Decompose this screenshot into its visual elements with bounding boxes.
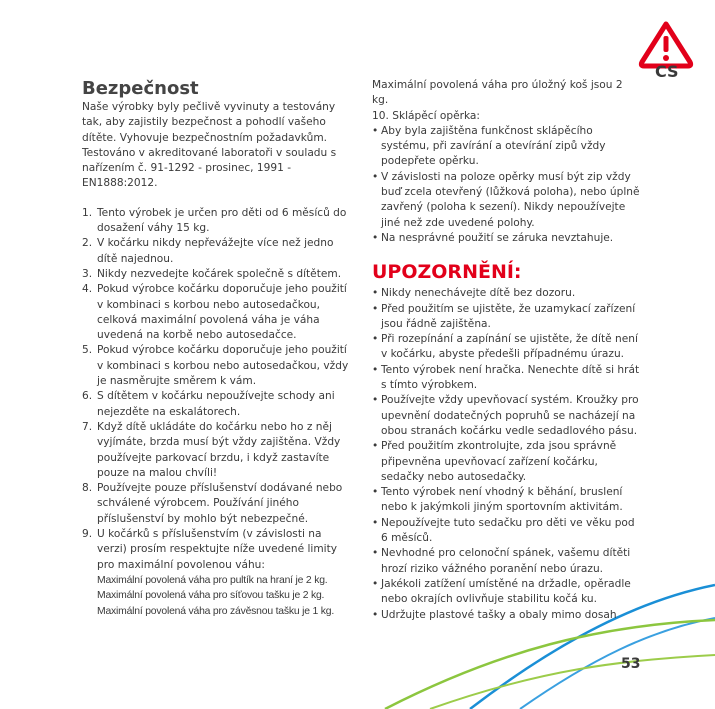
safety-list: [82, 206, 354, 619]
warnings-column: [372, 78, 642, 623]
weight-limit: Maximální povolená váha pro závěsnou tašku je 1 kg.: [97, 605, 335, 617]
green-swoosh: [385, 620, 715, 709]
list-item: • Udržujte plastové tašky a obaly mimo dosah: [372, 608, 642, 623]
warning-title: UPOZORNĚNÍ:: [372, 261, 522, 284]
language-code: CS: [655, 62, 679, 81]
basket-limit: Maximální povolená váha pro úložný koš jsou 2 kg.: [372, 79, 623, 107]
weight-limit: Maximální povolená váha pro síťovou tašku je 2 kg.: [97, 590, 325, 602]
list-item: • Aby byla zajištěna funkčnost sklápěcího systému, při zavírání a otevírání zipů vždy podepřete opěrku.: [372, 124, 642, 170]
section-title: Bezpečnost: [82, 78, 199, 99]
list-item: • Tento výrobek není vhodný k běhání, bruslení nebo k jakýmkoli jiným sportovním aktivitám.: [372, 485, 642, 516]
list-item: • V závislosti na poloze opěrky musí být zip vždy buď zcela otevřený (lůžková poloha), nebo úplně zavřený (poloha k sezení). Nikdy nepoužívejte jiné než zde uvedené polohy.: [372, 170, 642, 231]
list-item: • Nepoužívejte tuto sedačku pro děti ve věku pod 6 měsíců.: [372, 516, 642, 547]
list-item: • Před použitím se ujistěte, že uzamykací zařízení jsou řádně zajištěna.: [372, 302, 642, 333]
list-item: • Nevhodné pro celonoční spánek, vašemu dítěti hrozí riziko vážného poranění nebo úrazu.: [372, 546, 642, 577]
list-item: • Na nesprávné použití se záruka nevztahuje.: [372, 231, 642, 246]
list-item: 1. Tento výrobek je určen pro děti od 6 měsíců do dosažení váhy 15 kg.: [82, 206, 347, 235]
list-item: 9. U kočárků s příslušenstvím (v závislosti na verzi) prosím respektujte níže uvedené limity pro maximální povolenou váhu: Maximální povolená váha pro pultík na hraní je 2 kg. Maximální povolená váha pro síťovou tašku je 2 kg. Maximální povolená váha pro závěsnou tašku je 1 kg.: [82, 527, 354, 619]
list-item: 7. Když dítě ukládáte do kočárku nebo ho z něj vyjímáte, brzda musí být vždy zajištěna. Vždy používejte parkovací brzdu, i když zastavíte pouze na malou chvíli!: [82, 420, 341, 479]
list-item: • Před použitím zkontrolujte, zda jsou správně připevněna upevňovací zařízení kočárku, sedačky nebo autosedačky.: [372, 439, 642, 485]
list-item: 6. S dítětem v kočárku nepoužívejte schody ani nejezděte na eskalátorech.: [82, 390, 335, 418]
list-item: 2. V kočárku nikdy nepřevážejte více než jedno dítě najednou.: [82, 237, 334, 265]
list-item: • Nikdy nenechávejte dítě bez dozoru.: [372, 286, 642, 301]
list-item: 4. Pokud výrobce kočárku doporučuje jeho použití v kombinaci s korbou nebo autosedačkou, celková maximální povolená váha je váha uvedená na korbě nebo autosedačce.: [82, 283, 347, 342]
list-item: • Při rozepínání a zapínání se ujistěte, že dítě není v kočárku, abyste předešli případnému úrazu.: [372, 332, 642, 363]
page-number: 53: [621, 656, 641, 672]
warning-list: [372, 286, 642, 623]
safety-column: [82, 78, 354, 619]
weight-limit: Maximální povolená váha pro pultík na hraní je 2 kg.: [97, 574, 328, 586]
backrest-heading: 10. Sklápěcí opěrka:: [372, 109, 480, 122]
list-item: 8. Používejte pouze příslušenství dodávané nebo schválené výrobcem. Používání jiného příslušenství by mohlo být nebezpečné.: [82, 482, 343, 525]
list-item: • Tento výrobek není hračka. Nenechte dítě si hrát s tímto výrobkem.: [372, 363, 642, 394]
list-item: 5. Pokud výrobce kočárku doporučuje jeho použití v kombinaci s korbou nebo autosedačkou, vždy je nasměrujte směrem k vám.: [82, 344, 349, 388]
list-item: 3. Nikdy nezvedejte kočárek společně s dítětem.: [82, 267, 342, 280]
list-item: • Jakékoli zatížení umístěné na držadle, opěradle nebo okrajích ovlivňuje stabilitu kočá ku.: [372, 577, 642, 608]
list-item: • Používejte vždy upevňovací systém. Kroužky pro upevnění dodatečných popruhů se nacházejí na obou stranách kočárku vedle sedadlového pásu.: [372, 393, 642, 439]
backrest-list: [372, 124, 642, 246]
safety-intro: Naše výrobky byly pečlivě vyvinuty a testovány tak, aby zajistily bezpečnost a pohodlí vašeho dítěte. Vyhovuje bezpečnostním požadavkům. Testováno v akreditované laboratoři v souladu s nařízením č. 91-1292 - prosinec, 1991 - EN1888:2012.: [82, 101, 337, 190]
green-swoosh-outer: [430, 655, 715, 709]
